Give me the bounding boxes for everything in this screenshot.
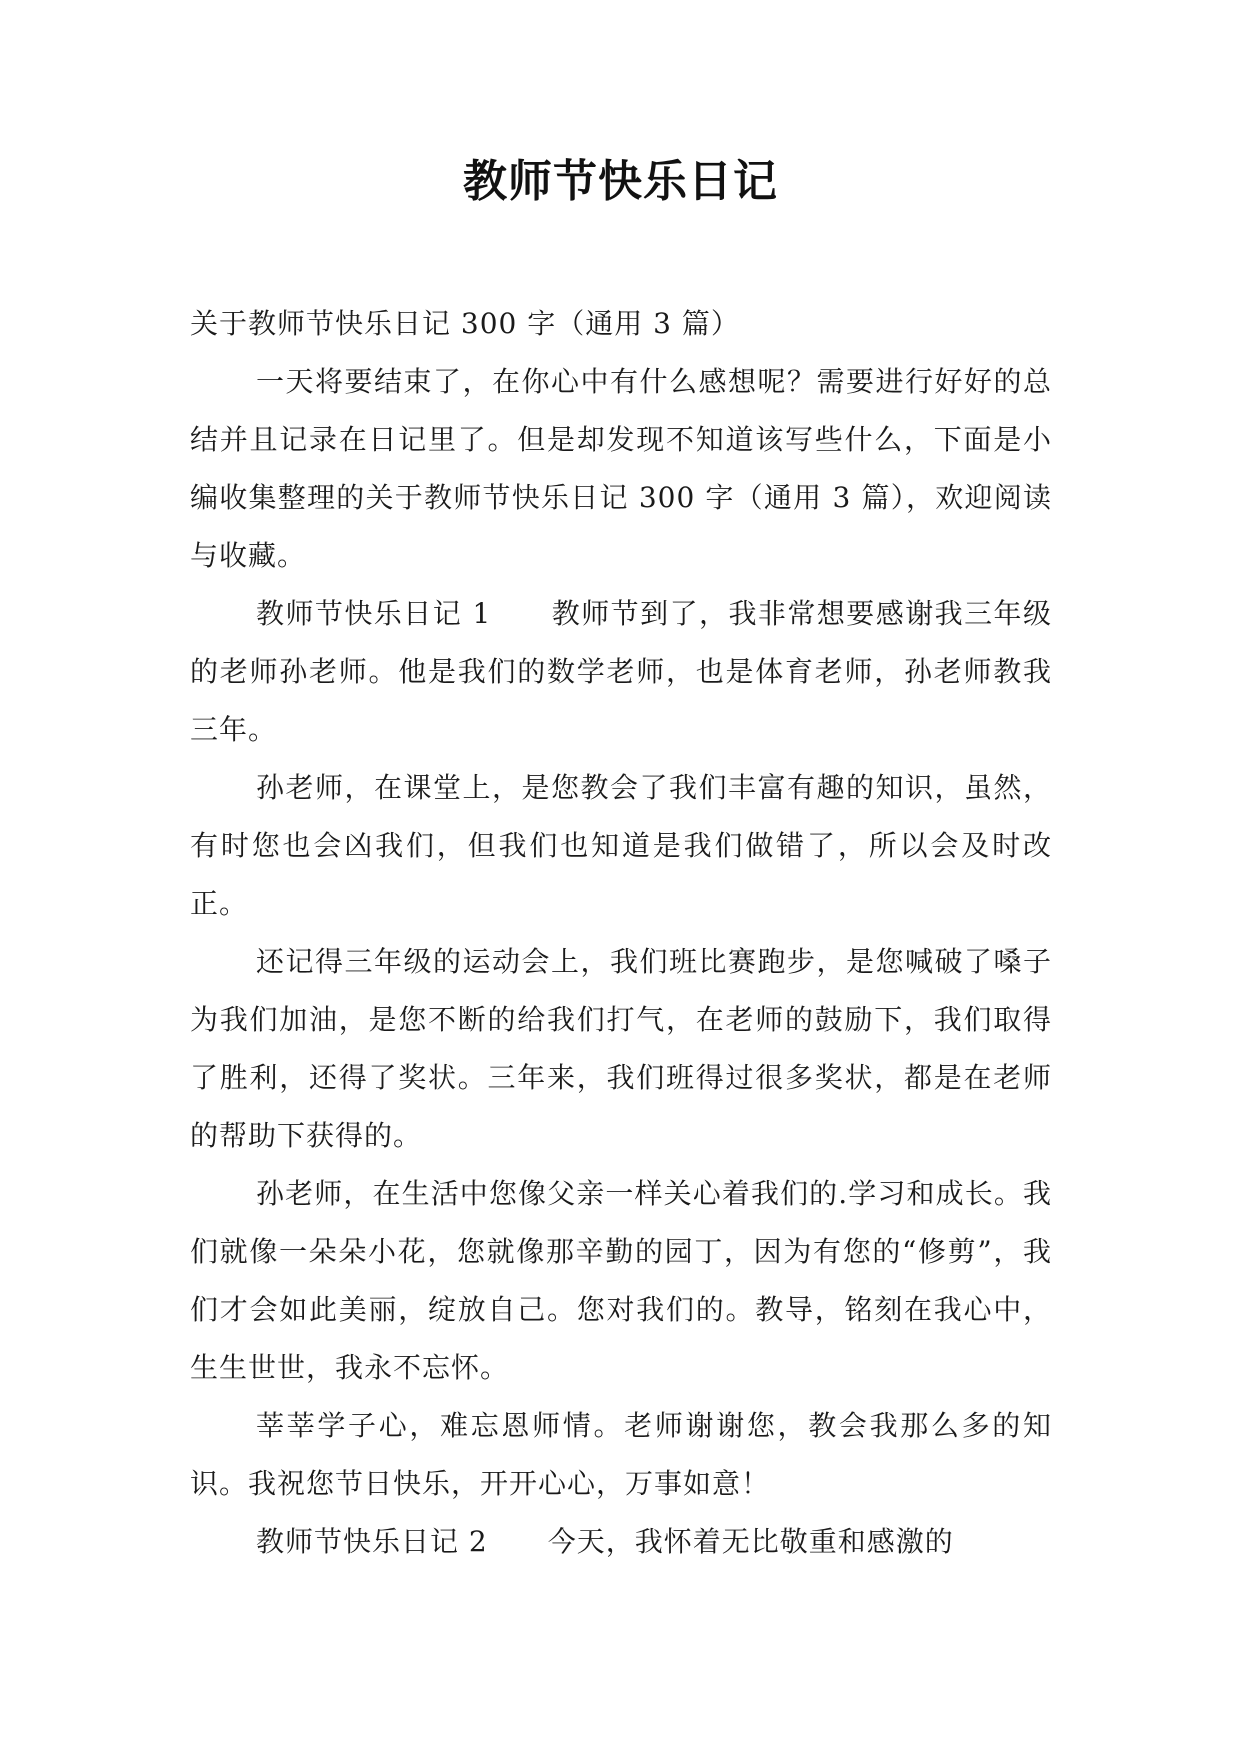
intro-paragraph: 一天将要结束了，在你心中有什么感想呢？需要进行好好的总结并且记录在日记里了。但是却发现不知道该写些什么，下面是小编收集整理的关于教师节快乐日记 300 字（通用 3 篇），欢迎阅读与收藏。 <box>190 365 1052 572</box>
document-title: 教师节快乐日记 <box>463 156 778 207</box>
diary2-heading: 教师节快乐日记 2 <box>256 1525 488 1558</box>
document-subtitle: 关于教师节快乐日记 300 字（通用 3 篇） <box>190 307 740 340</box>
diary1-paragraph-3: 还记得三年级的运动会上，我们班比赛跑步，是您喊破了嗓子为我们加油，是您不断的给我们打气，在老师的鼓励下，我们取得了胜利，还得了奖状。三年来，我们班得过很多奖状，都是在老师的帮助下获得的。 <box>190 945 1052 1152</box>
diary1-heading: 教师节快乐日记 1 <box>256 597 492 630</box>
diary1-paragraph-2: 孙老师，在课堂上，是您教会了我们丰富有趣的知识，虽然，有时您也会凶我们，但我们也知道是我们做错了，所以会及时改正。 <box>190 771 1052 920</box>
diary2-paragraph-1: 今天，我怀着无比敬重和感激的 <box>547 1525 954 1558</box>
diary1-paragraph-5: 莘莘学子心，难忘恩师情。老师谢谢您，教会我那么多的知识。我祝您节日快乐，开开心心，万事如意！ <box>190 1409 1052 1500</box>
diary1-paragraph-4: 孙老师，在生活中您像父亲一样关心着我们的.学习和成长。我们就像一朵朵小花，您就像那辛勤的园丁，因为有您的“修剪”，我们才会如此美丽，绽放自己。您对我们的。教导，铭刻在我心中，生生世世，我永不忘怀。 <box>190 1177 1052 1384</box>
diary1-first-paragraph <box>190 585 1052 759</box>
document-body <box>190 295 1052 1571</box>
diary2-first-paragraph <box>190 1513 1052 1571</box>
diary1-paragraph-1: 教师节到了，我非常想要感谢我三年级的老师孙老师。他是我们的数学老师，也是体育老师，孙老师教我三年。 <box>190 597 1052 746</box>
